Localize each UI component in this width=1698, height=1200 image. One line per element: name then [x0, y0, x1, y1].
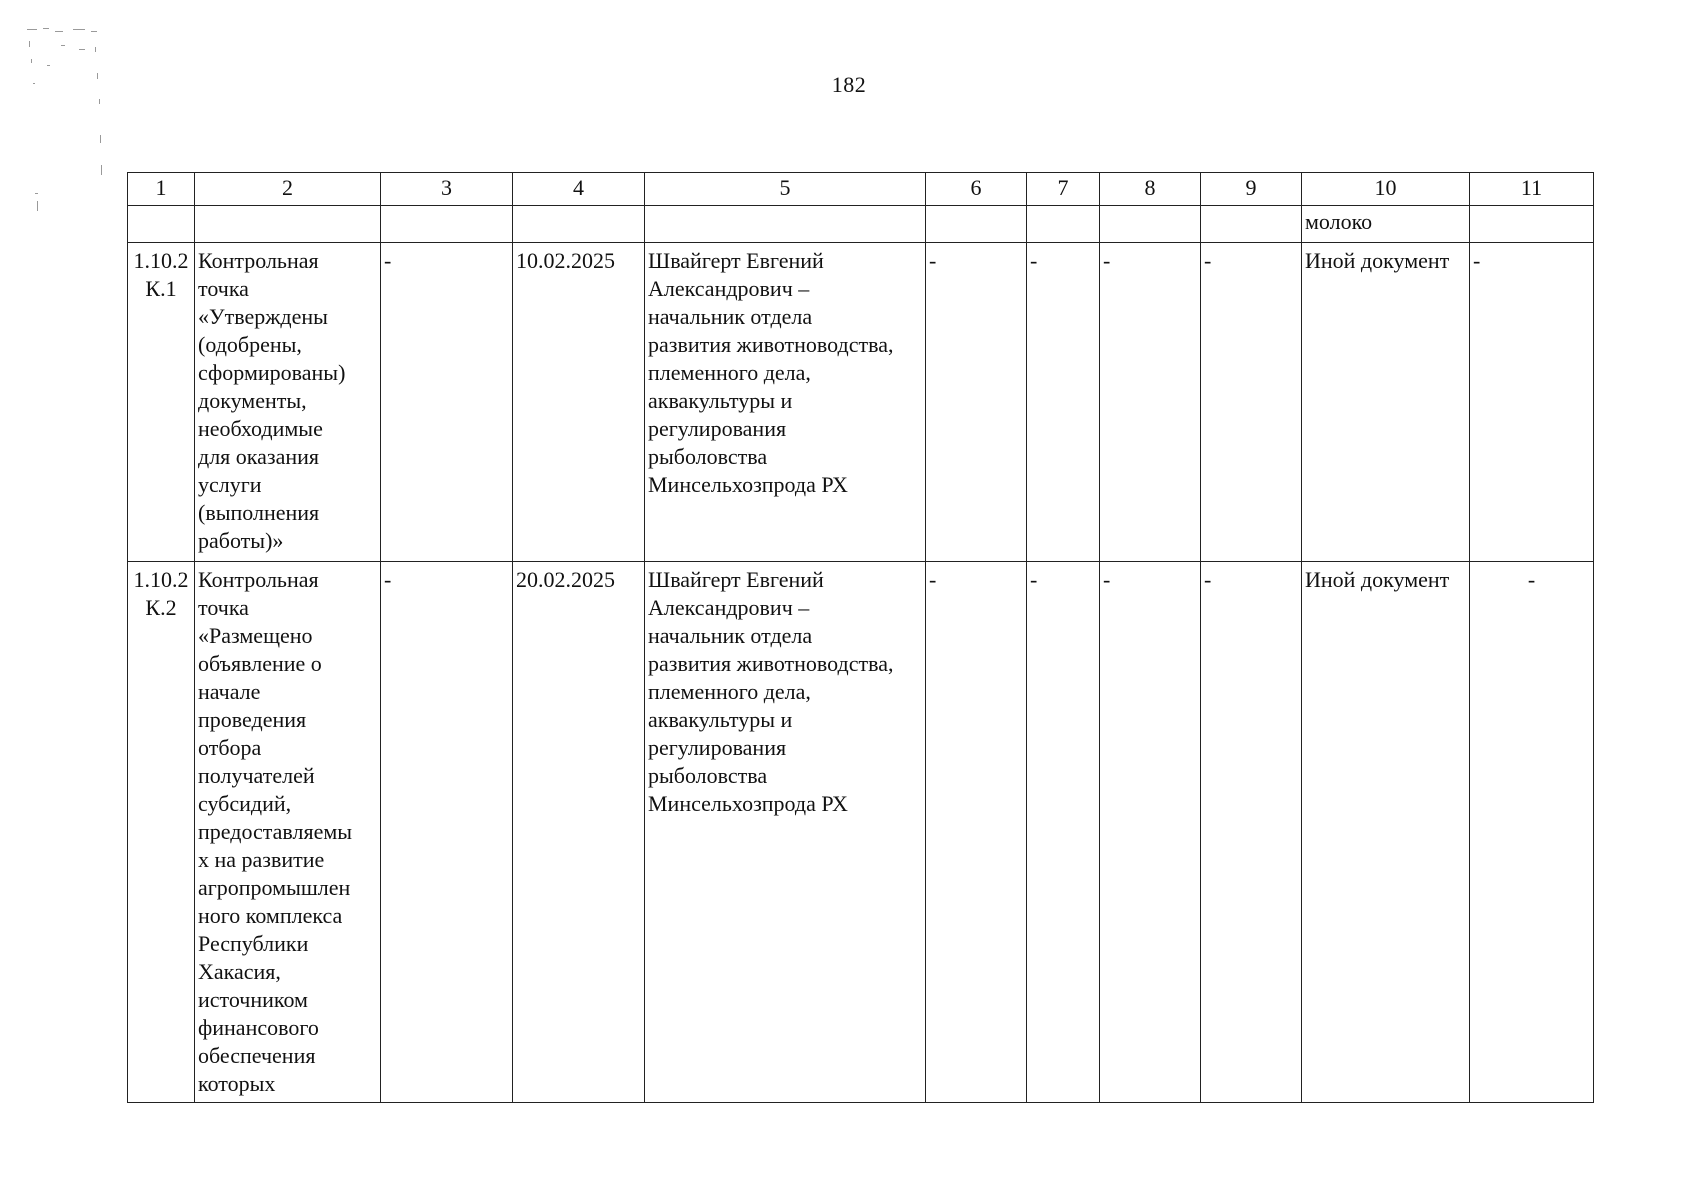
header-col-7: 7 — [1027, 173, 1100, 206]
row-number: 1.10.2 К.1 — [128, 243, 195, 562]
cell-col-11: - — [1470, 562, 1594, 1103]
cell-col-9: - — [1201, 243, 1302, 562]
table-row-k2 — [128, 562, 1594, 1103]
document-type: Иной документ — [1302, 562, 1470, 1103]
header-col-11: 11 — [1470, 173, 1594, 206]
header-col-3: 3 — [381, 173, 513, 206]
due-date: 10.02.2025 — [513, 243, 645, 562]
cell-col-11: - — [1470, 243, 1594, 562]
cell-col-9: - — [1201, 562, 1302, 1103]
header-col-4: 4 — [513, 173, 645, 206]
page-number: 182 — [831, 72, 867, 97]
cont-cell-4 — [513, 206, 645, 243]
cont-cell-10: молоко — [1302, 206, 1470, 243]
header-col-9: 9 — [1201, 173, 1302, 206]
responsible-person: Швайгерт Евгений Александрович – начальник отдела развития животноводства, племенного дела, аквакультуры и регулирования рыболовства Минсельхозпрода РХ — [645, 243, 926, 562]
cont-cell-8 — [1100, 206, 1201, 243]
cont-cell-7 — [1027, 206, 1100, 243]
header-col-8: 8 — [1100, 173, 1201, 206]
cont-cell-5 — [645, 206, 926, 243]
header-col-1: 1 — [128, 173, 195, 206]
cont-cell-11 — [1470, 206, 1594, 243]
document-type: Иной документ — [1302, 243, 1470, 562]
cell-col-3: - — [381, 562, 513, 1103]
cont-cell-2 — [195, 206, 381, 243]
cell-col-8: - — [1100, 562, 1201, 1103]
control-point-name: Контрольная точка «Размещено объявление о начале проведения отбора получателей субсидий, предоставляемы х на развитие агропромышлен ного комплекса Республики Хакасия, источником финансового обеспечения которых — [195, 562, 381, 1103]
cont-cell-6 — [926, 206, 1027, 243]
control-point-name: Контрольная точка «Утверждены (одобрены, сформированы) документы, необходимые для оказания услуги (выполнения работы)» — [195, 243, 381, 562]
cell-col-6: - — [926, 562, 1027, 1103]
header-col-5: 5 — [645, 173, 926, 206]
header-col-10: 10 — [1302, 173, 1470, 206]
header-col-2: 2 — [195, 173, 381, 206]
header-col-6: 6 — [926, 173, 1027, 206]
table-header-row — [128, 173, 1594, 206]
row-number: 1.10.2 К.2 — [128, 562, 195, 1103]
plan-table — [127, 172, 1594, 1103]
scan-artifact-specks — [25, 25, 110, 215]
cont-cell-3 — [381, 206, 513, 243]
responsible-person: Швайгерт Евгений Александрович – начальник отдела развития животноводства, племенного дела, аквакультуры и регулирования рыболовства Минсельхозпрода РХ — [645, 562, 926, 1103]
continuation-row — [128, 206, 1594, 243]
cell-col-6: - — [926, 243, 1027, 562]
cell-col-7: - — [1027, 562, 1100, 1103]
table-row-k1 — [128, 243, 1594, 562]
cont-cell-1 — [128, 206, 195, 243]
cont-cell-9 — [1201, 206, 1302, 243]
cell-col-8: - — [1100, 243, 1201, 562]
cell-col-7: - — [1027, 243, 1100, 562]
due-date: 20.02.2025 — [513, 562, 645, 1103]
cell-col-3: - — [381, 243, 513, 562]
